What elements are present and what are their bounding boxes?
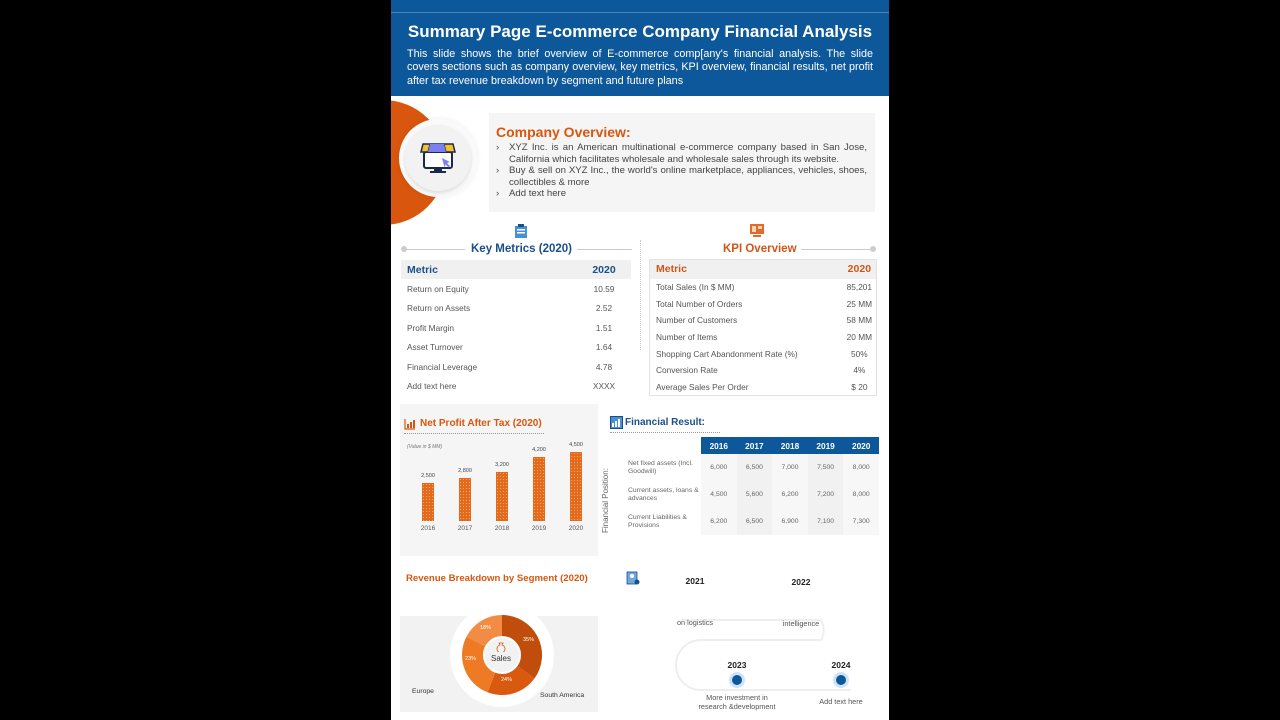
column-header: 2020 [843, 437, 879, 454]
list-item: › Add text here [496, 188, 867, 200]
segment-label-europe: Europe [412, 688, 434, 695]
cell-value: 7,000 [772, 454, 808, 481]
cell-label: Average Sales Per Order [656, 381, 749, 392]
key-metrics-title: Key Metrics (2020) [471, 243, 572, 255]
timeline-dot [836, 675, 846, 685]
page-subtitle: This slide shows the brief overview of E-commerce comp[any's financial analysis. The slide covers sections such as company overview, key metrics, KPI overview, financial results, net profit after tax revenue breakdown by segment and future plans [407, 48, 873, 87]
cell-value: 6,500 [737, 454, 773, 481]
cell-value: 7,500 [808, 454, 844, 481]
cell-label: Financial Leverage [407, 361, 478, 372]
financial-position-label: Financial Position: [601, 468, 610, 533]
cell-value: 1.64 [595, 342, 613, 353]
cell-label: Number of Customers [656, 315, 738, 326]
table-header-row [621, 437, 879, 454]
cell-value: 50% [851, 348, 868, 359]
table-row [401, 338, 631, 358]
timeline-text: intelligence [782, 619, 820, 628]
cell-label: Shopping Cart Abandonment Rate (%) [656, 348, 798, 359]
timeline-text: More investment in research &development [698, 693, 776, 711]
column-header: 2017 [737, 437, 773, 454]
cell-value: 6,500 [737, 508, 773, 535]
cell-label: Return on Assets [407, 303, 471, 314]
divider-line [801, 249, 871, 250]
timeline-year: 2024 [831, 660, 851, 670]
donut-center-label: Sales [490, 654, 511, 663]
financial-result-table [621, 437, 879, 535]
table-row [621, 454, 879, 481]
bar-2017 [459, 478, 471, 521]
net-profit-title: Net Profit After Tax (2020) [420, 418, 542, 429]
x-axis-label: 2018 [494, 525, 510, 532]
cell-value: 4.78 [595, 361, 613, 372]
table-row [401, 377, 631, 397]
column-header: 2018 [772, 437, 808, 454]
cell-value: 7,200 [808, 481, 844, 508]
timeline-year: 2021 [685, 576, 705, 586]
company-overview-list [496, 142, 867, 200]
column-header-blank [621, 437, 701, 454]
slice-label: 35% [523, 637, 535, 643]
dashboard-icon [749, 222, 765, 238]
cell-value: 10.59 [593, 283, 615, 294]
cell-value: 5,600 [737, 481, 773, 508]
timeline-text: on logistics [676, 618, 714, 627]
table-row [650, 345, 877, 362]
x-axis-label: 2017 [457, 525, 473, 532]
bar-value-label: 2,800 [458, 468, 472, 474]
bar-value-label: 4,200 [532, 447, 546, 453]
list-item: › XYZ Inc. is an American multinational e-commerce company based in San Jose, California which facilitates wholesale and wholesale sales through its website. [496, 142, 867, 165]
chart-unit-label: (Value in $ MM) [407, 444, 443, 450]
slide-page [391, 0, 889, 720]
x-axis-label: 2020 [568, 525, 584, 532]
table-header-row [401, 260, 631, 279]
title-underline [404, 433, 544, 434]
column-header: 2019 [808, 437, 844, 454]
cell-value: 6,900 [772, 508, 808, 535]
column-header: Metric [650, 260, 843, 279]
table-row [401, 318, 631, 338]
cell-label: Number of Items [656, 331, 718, 342]
cell-value: $ 20 [851, 381, 868, 392]
column-header: 2016 [701, 437, 737, 454]
cell-value: 6,000 [701, 454, 737, 481]
cell-label: Conversion Rate [656, 365, 718, 376]
table-row [621, 508, 879, 535]
column-header: Metric [401, 260, 577, 279]
company-overview-box [489, 113, 875, 212]
header-banner [391, 0, 889, 96]
financial-result-title: Financial Result: [625, 417, 706, 428]
row-label: Net fixed assets (Incl. Goodwill) [621, 454, 701, 481]
divider-line [407, 249, 465, 250]
dotted-separator [640, 240, 641, 350]
table-row [650, 379, 877, 396]
revenue-breakdown-title: Revenue Breakdown by Segment (2020) [406, 573, 588, 584]
cell-value: 1.51 [595, 322, 613, 333]
bar-2020 [570, 452, 582, 521]
cell-value: 2.52 [595, 303, 613, 314]
title-underline [610, 432, 720, 433]
cell-value: 4% [853, 365, 866, 376]
slice-label: 23% [465, 656, 477, 662]
header-divider [391, 12, 889, 13]
bar-value-label: 2,500 [421, 473, 435, 479]
cell-label: Total Number of Orders [656, 298, 743, 309]
clipboard-icon [513, 223, 529, 239]
bar-value-label: 4,500 [569, 442, 583, 448]
x-axis-label: 2016 [420, 525, 436, 532]
x-axis-label: 2019 [531, 525, 547, 532]
cell-value: 8,000 [843, 454, 879, 481]
company-overview-title: Company Overview: [496, 124, 631, 140]
table-row [650, 362, 877, 379]
row-label: Current Liabilities & Provisions [621, 508, 701, 535]
table-row [650, 279, 877, 296]
cell-value: 7,300 [843, 508, 879, 535]
page-title: Summary Page E-commerce Company Financial Analysis [407, 22, 873, 41]
table-row [621, 481, 879, 508]
table-row [401, 299, 631, 319]
line-endpoint-dot [870, 246, 876, 252]
idea-document-icon [626, 571, 640, 585]
slice-label: 24% [501, 677, 513, 683]
table-header-row [650, 260, 877, 279]
table-row [650, 329, 877, 346]
timeline-year: 2023 [727, 660, 747, 670]
cell-value: XXXX [592, 381, 616, 392]
table-row [650, 312, 877, 329]
bar-2016 [422, 483, 434, 521]
cell-value: 25 MM [846, 298, 873, 309]
divider-line [577, 249, 632, 250]
cell-value: 6,200 [701, 508, 737, 535]
timeline-text: Add text here [819, 697, 863, 706]
kpi-overview-table [649, 259, 877, 396]
table-row [401, 357, 631, 377]
table-row [401, 279, 631, 299]
cell-label: Asset Turnover [407, 342, 463, 353]
table-row [650, 295, 877, 312]
cell-label: Total Sales (In $ MM) [656, 281, 735, 292]
timeline-dot [732, 675, 742, 685]
bar-value-label: 3,200 [495, 462, 509, 468]
cell-label: Profit Margin [407, 322, 455, 333]
bar-chart-icon [404, 418, 416, 430]
cell-value: 85,201 [846, 281, 873, 292]
slice-label: 18% [480, 625, 492, 631]
cell-value: 7,100 [808, 508, 844, 535]
cell-value: 4,500 [701, 481, 737, 508]
column-header: 2020 [843, 260, 877, 279]
cell-value: 58 MM [846, 315, 873, 326]
storefront-monitor-icon [405, 125, 471, 191]
timeline-year: 2022 [791, 577, 811, 587]
bar-2018 [496, 472, 508, 521]
segment-label-south-america: South America [540, 692, 585, 699]
cell-label: Add text here [407, 381, 457, 392]
financial-report-icon [610, 416, 623, 429]
cell-value: 6,200 [772, 481, 808, 508]
kpi-overview-title: KPI Overview [723, 243, 797, 255]
key-metrics-table [401, 260, 631, 396]
cell-label: Return on Equity [407, 283, 469, 294]
cell-value: 8,000 [843, 481, 879, 508]
bar-2019 [533, 457, 545, 521]
cell-value: 20 MM [846, 331, 873, 342]
money-bag-icon [496, 642, 506, 652]
timeline-path [671, 590, 851, 710]
row-label: Current assets, loans & advances [621, 481, 701, 508]
list-item: › Buy & sell on XYZ Inc., the world's online marketplace, appliances, vehicles, shoes, collectibles & more [496, 165, 867, 188]
column-header: 2020 [577, 260, 631, 279]
